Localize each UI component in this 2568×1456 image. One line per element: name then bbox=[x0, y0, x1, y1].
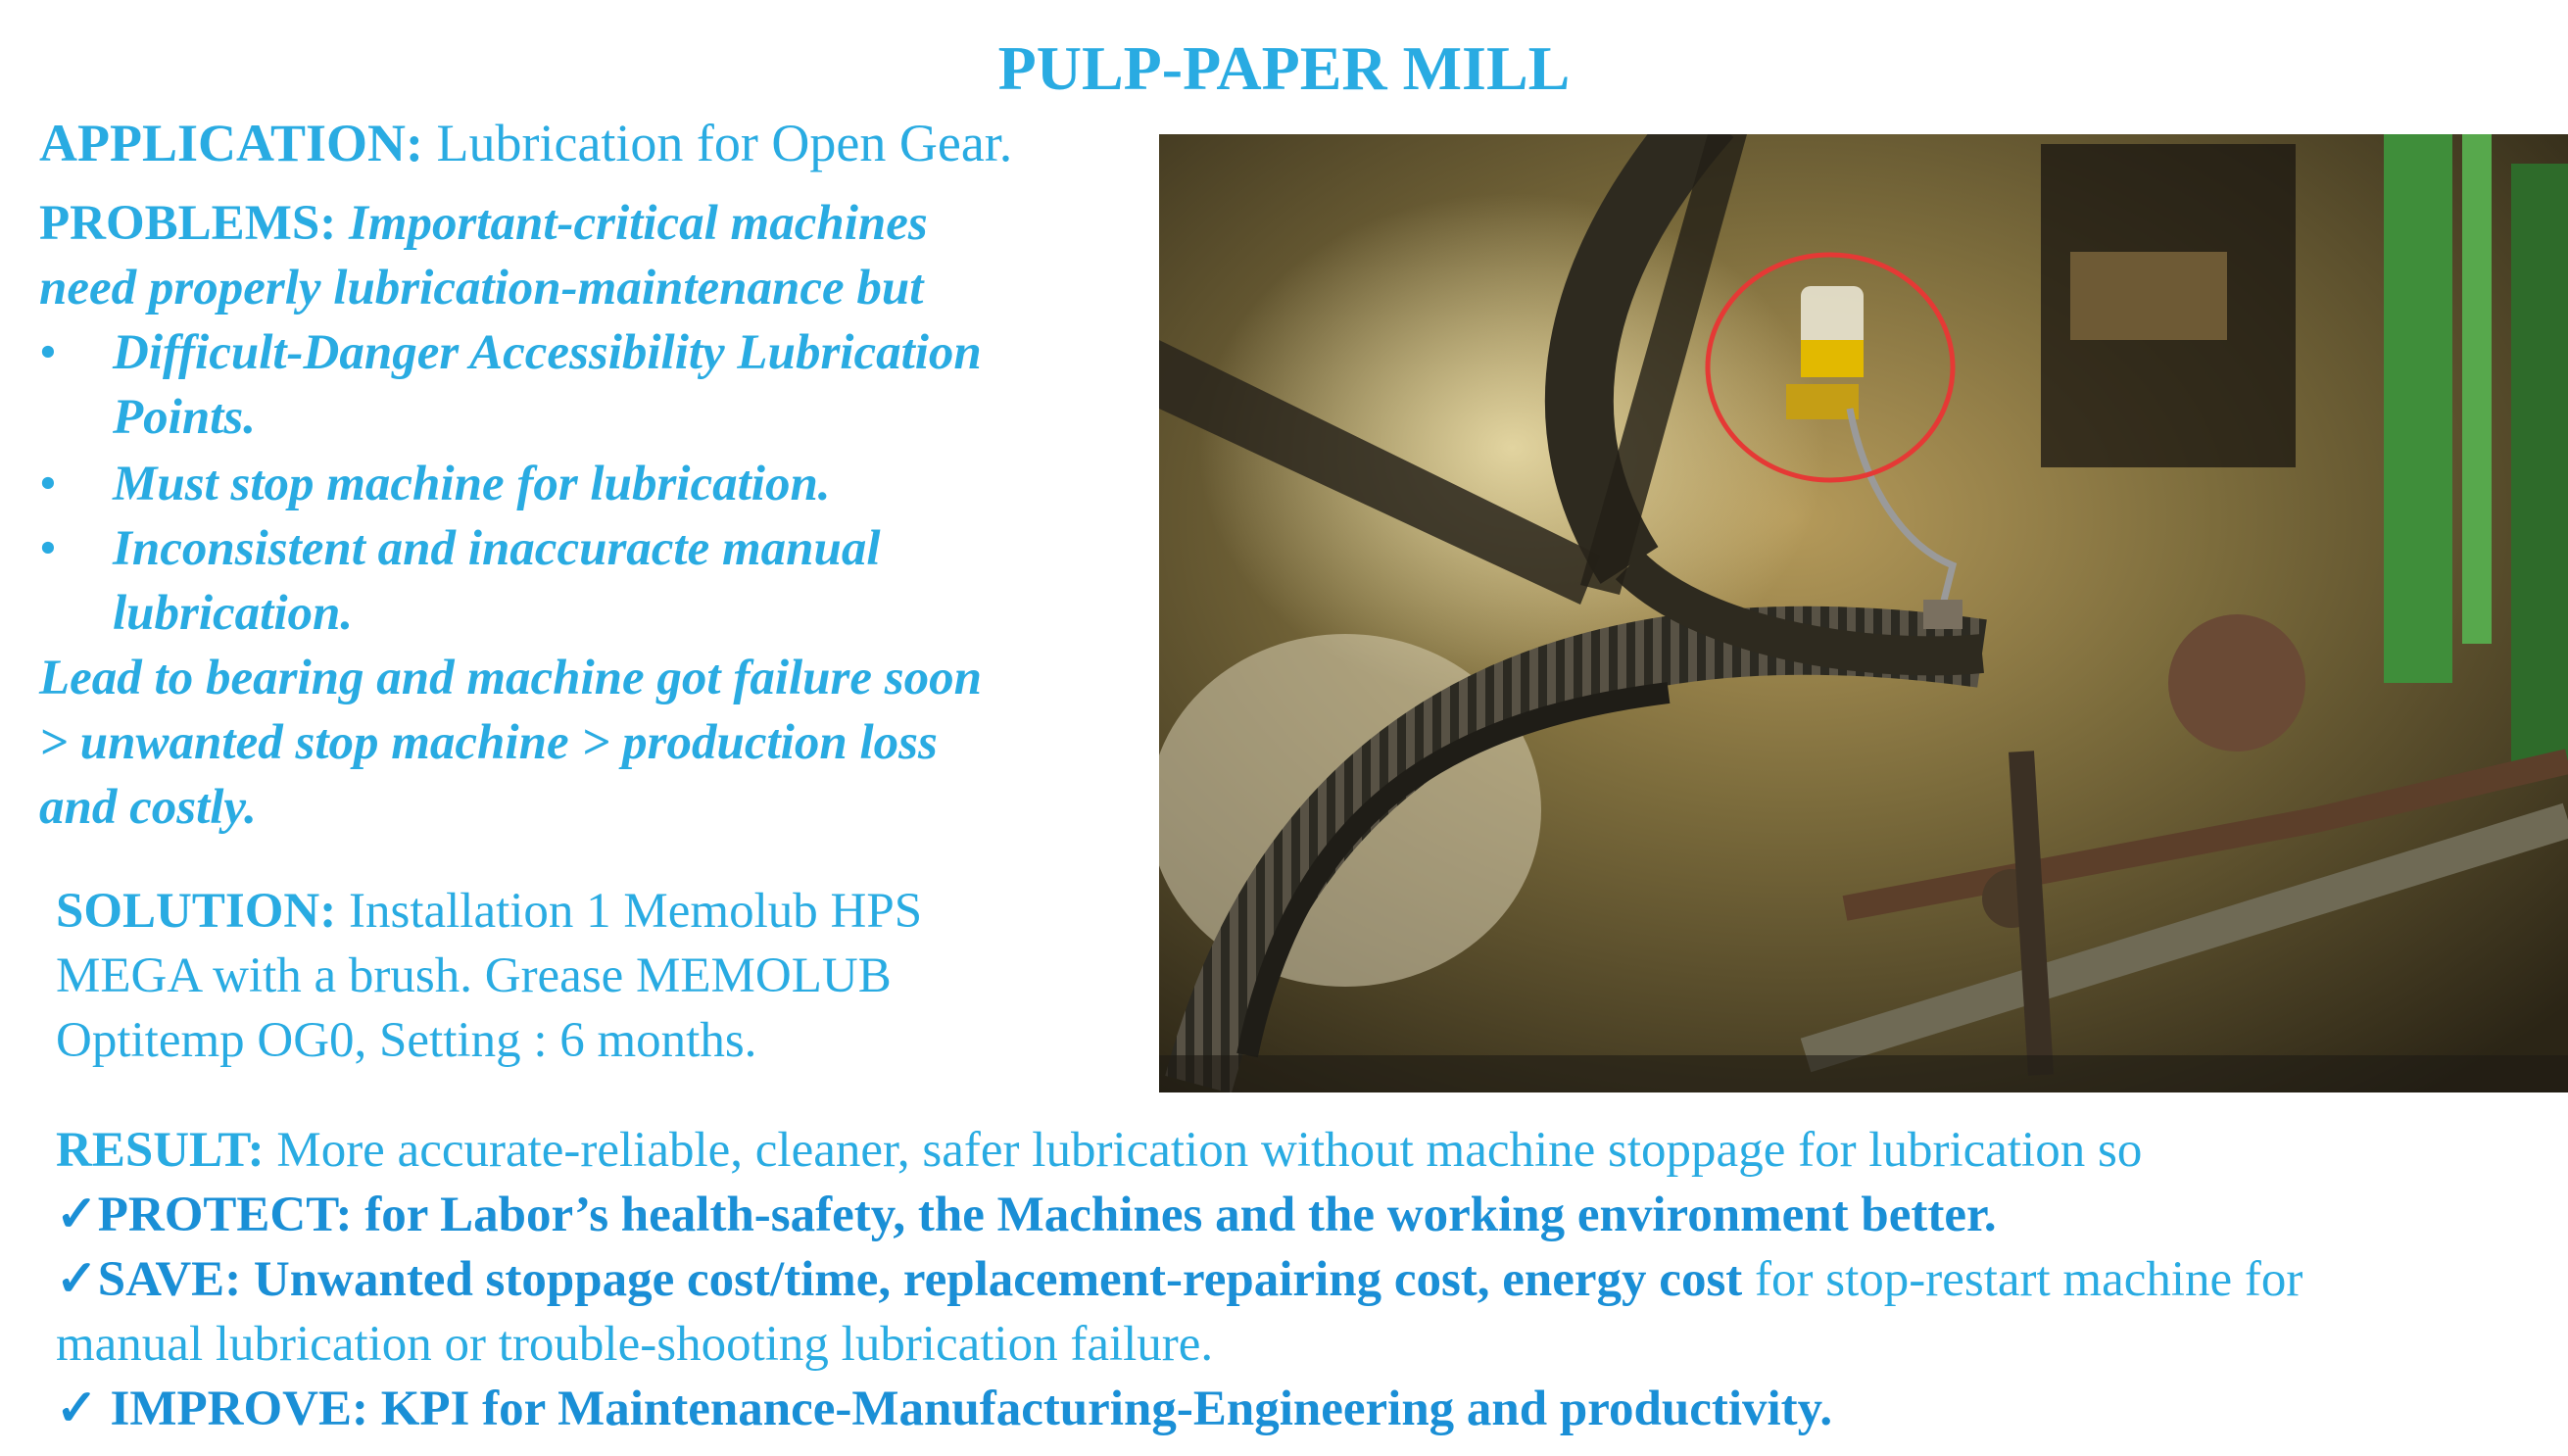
save-line-1 bbox=[56, 1247, 2302, 1312]
solution-line-1 bbox=[56, 879, 922, 944]
solution-label: SOLUTION: bbox=[56, 884, 337, 939]
application-text: Lubrication for Open Gear. bbox=[423, 114, 1013, 172]
bullet-dot: • bbox=[39, 325, 57, 380]
protect-line bbox=[56, 1183, 1997, 1247]
page-title: PULP-PAPER MILL bbox=[997, 33, 1571, 103]
application-line bbox=[39, 111, 1012, 175]
save-bold-text: SAVE: Unwanted stoppage cost/time, replacement-repairing cost, energy cost bbox=[97, 1252, 1743, 1307]
bullet-dot: • bbox=[39, 521, 57, 576]
bullet-dot: • bbox=[39, 457, 57, 511]
solution-text-1: Installation 1 Memolub HPS bbox=[336, 884, 923, 939]
consequence-line-2: > unwanted stop machine > production loss bbox=[39, 715, 938, 770]
bullet-2-line-1: Must stop machine for lubrication. bbox=[113, 457, 831, 511]
checkmark-icon: ✓ bbox=[56, 1188, 98, 1242]
improve-text: IMPROVE: KPI for Maintenance-Manufacturing-Engineering and productivity. bbox=[97, 1382, 1833, 1436]
bullet-3-line-1: Inconsistent and inaccuracte manual bbox=[113, 521, 881, 576]
consequence-line-1: Lead to bearing and machine got failure soon bbox=[39, 651, 982, 705]
bullet-1-line-2: Points. bbox=[113, 390, 256, 445]
improve-line bbox=[56, 1377, 1832, 1441]
application-label: APPLICATION: bbox=[39, 114, 424, 172]
result-line bbox=[56, 1118, 2142, 1183]
result-label: RESULT: bbox=[56, 1123, 265, 1178]
checkmark-icon: ✓ bbox=[56, 1382, 98, 1436]
save-rest-text: for stop-restart machine for bbox=[1742, 1252, 2303, 1307]
problems-bullet-list bbox=[0, 320, 1127, 644]
save-line-2: manual lubrication or trouble-shooting lubrication failure. bbox=[56, 1317, 1214, 1372]
consequence-line-3: and costly. bbox=[39, 780, 257, 835]
bullet-3-line-2: lubrication. bbox=[113, 586, 354, 641]
problems-intro-1: Important-critical machines bbox=[336, 196, 928, 251]
problems-line-1 bbox=[39, 191, 928, 256]
solution-line-2: MEGA with a brush. Grease MEMOLUB bbox=[56, 948, 892, 1003]
bullet-1-line-1: Difficult-Danger Accessibility Lubrication bbox=[113, 325, 982, 380]
solution-line-3: Optitemp OG0, Setting : 6 months. bbox=[56, 1013, 757, 1068]
problems-label: PROBLEMS: bbox=[39, 196, 337, 251]
open-gear-lubricator-photo bbox=[1159, 134, 2568, 1092]
problems-intro-2: need properly lubrication-maintenance but bbox=[39, 261, 924, 315]
protect-text: PROTECT: for Labor’s health-safety, the Machines and the working environment better. bbox=[97, 1188, 1997, 1242]
checkmark-icon: ✓ bbox=[56, 1252, 98, 1307]
result-text: More accurate-reliable, cleaner, safer lubrication without machine stoppage for lubrication so bbox=[264, 1123, 2143, 1178]
